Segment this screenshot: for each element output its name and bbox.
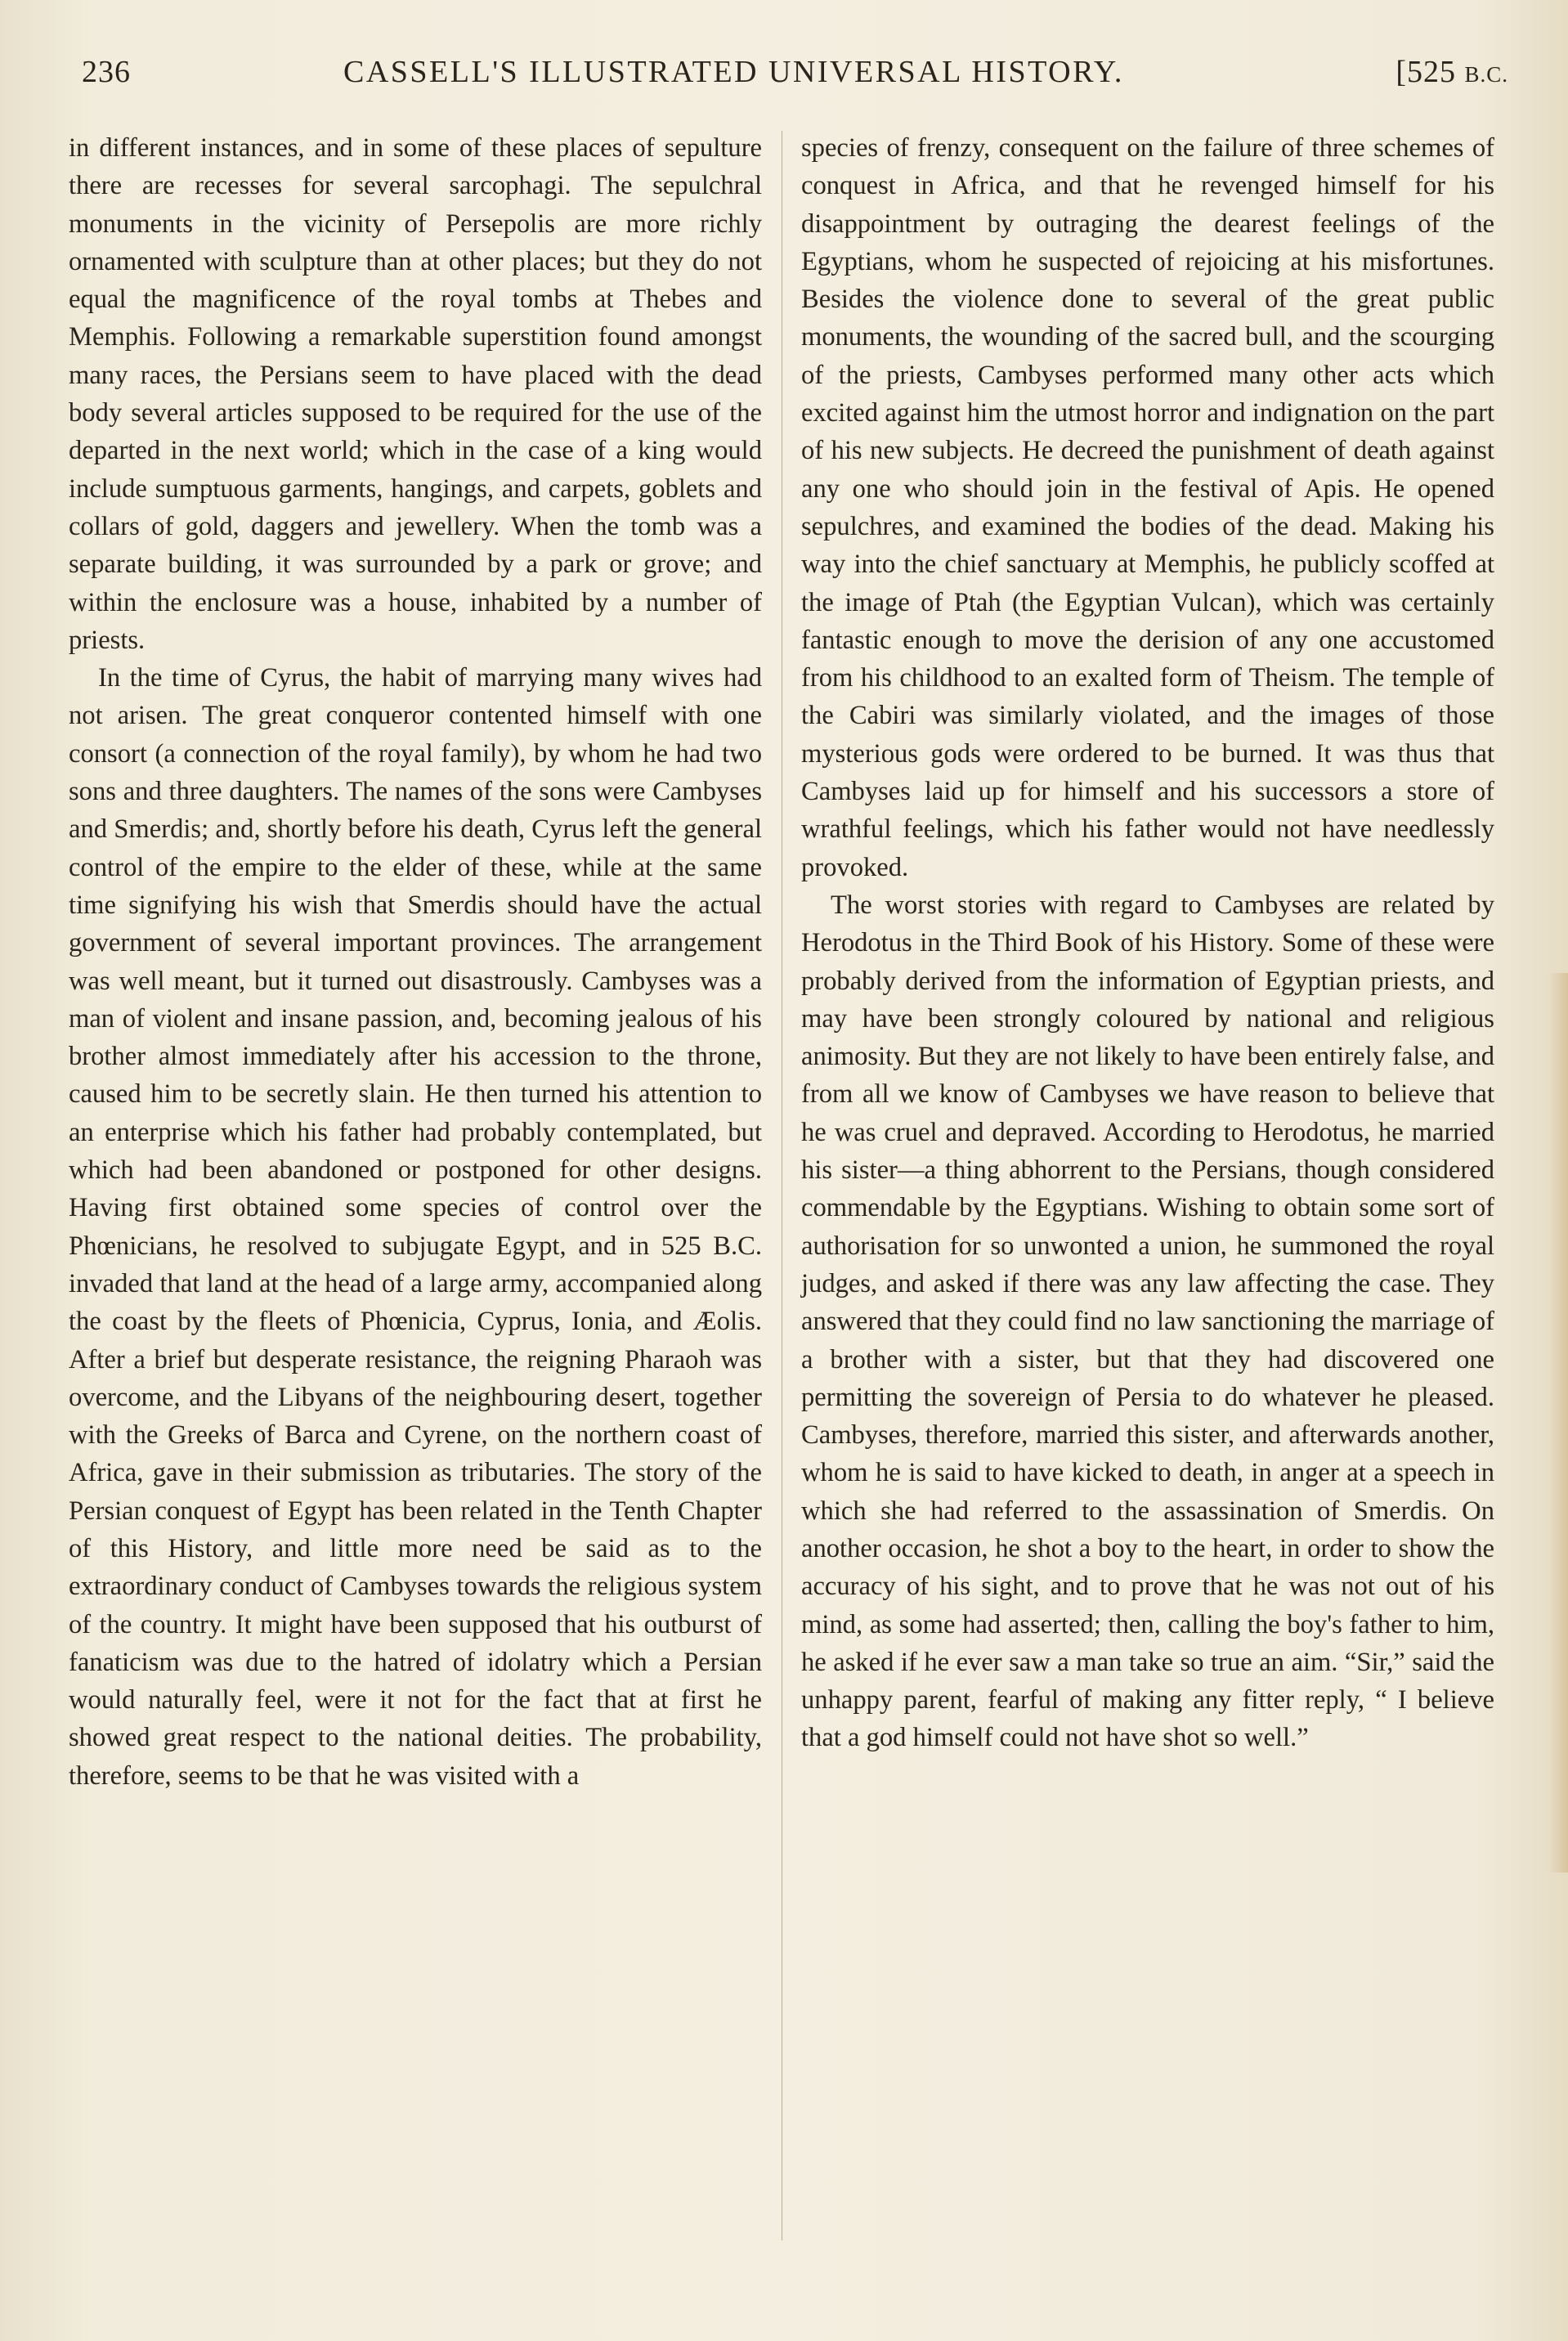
- right-column: [801, 129, 1494, 1757]
- date-marker-year: [525: [1396, 55, 1456, 89]
- left-paragraph-2: In the time of Cyrus, the habit of marrying many wives had not arisen. The great conqueror contented himself with one consort (a connection of the royal family), by whom he had two sons and three daughters. The names of the sons were Cambyses and Smerdis; and, shortly before his death, Cyrus left the general control of the empire to the elder of these, while at the same time signifying his wish that Smerdis should have the actual government of several important provinces. The arrangement was well meant, but it turned out disastrously. Cambyses was a man of violent and insane passion, and, becoming jealous of his brother almost immediately after his accession to the throne, caused him to be secretly slain. He then turned his attention to an enterprise which his father had probably contemplated, but which had been abandoned or postponed for other designs. Having first obtained some species of control over the Phœnicians, he resolved to subjugate Egypt, and in 525 B.C. invaded that land at the head of a large army, accompanied along the coast by the fleets of Phœnicia, Cyprus, Ionia, and Æolis. After a brief but desperate resistance, the reigning Pharaoh was overcome, and the Libyans of the neighbouring desert, together with the Greeks of Barca and Cyrene, on the northern coast of Africa, gave in their submission as tributaries. The story of the Persian conquest of Egypt has been related in the Tenth Chapter of this History, and little more need be said as to the extraordinary conduct of Cambyses towards the religious system of the country. It might have been supposed that his outburst of fanaticism was due to the hatred of idolatry which a Persian would naturally feel, were it not for the fact that at first he showed great respect to the national deities. The probability, therefore, seems to be that he was visited with a: [69, 663, 762, 1791]
- left-column: [69, 129, 762, 1795]
- running-title: CASSELL'S ILLUSTRATED UNIVERSAL HISTORY.: [343, 55, 1124, 89]
- page-edge-stain: [1548, 973, 1568, 1872]
- left-paragraph-1: in different instances, and in some of these places of sepulture there are recesses for several sarcophagi. The sepulchral monuments in the vicinity of Persepolis are more richly ornamented with sculpture than at other places; but they do not equal the magnificence of the royal tombs at Thebes and Memphis. Following a remarkable superstition found amongst many races, the Persians seem to have placed with the dead body several articles supposed to be required for the use of the departed in the next world; which in the case of a king would include sumptuous garments, hangings, and carpets, goblets and collars of gold, daggers and jewellery. When the tomb was a separate building, it was surrounded by a park or grove; and within the enclosure was a house, inhabited by a number of priests.: [69, 133, 762, 655]
- right-paragraph-2: The worst stories with regard to Cambyses are related by Herodotus in the Third Book of his History. Some of these were probably derived from the information of Egyptian priests, and may have been strongly coloured by national and religious animosity. But they are not likely to have been entirely false, and from all we know of Cambyses we have reason to believe that he was cruel and depraved. According to Herodotus, he married his sister—a thing abhorrent to the Persians, though considered commendable by the Egyptians. Wishing to obtain some sort of authorisation for so unwonted a union, he summoned the royal judges, and asked if there was any law affecting the case. They answered that they could find no law sanctioning the marriage of a brother with a sister, but that they had discovered one permitting the sovereign of Persia to do whatever he pleased. Cambyses, therefore, married this sister, and afterwards another, whom he is said to have kicked to death, in anger at a speech in which she had referred to the assassination of Smerdis. On another occasion, he shot a boy to the heart, in order to show the accuracy of his sight, and to prove that he was not out of his mind, as some had asserted; then, calling the boy's father to him, he asked if he ever saw a man take so true an aim. “Sir,” said the unhappy parent, fearful of making any fitter reply, “ I believe that a god himself could not have shot so well.”: [801, 890, 1494, 1753]
- right-paragraph-1: species of frenzy, consequent on the failure of three schemes of conquest in Africa, and that he revenged himself for his disappointment by outraging the dearest feelings of the Egyptians, whom he suspected of rejoicing at his misfortunes. Besides the violence done to several of the great public monuments, the wounding of the sacred bull, and the scourging of the priests, Cambyses performed many other acts which excited against him the utmost horror and indignation on the part of his new subjects. He decreed the punishment of death against any one who should join in the festival of Apis. He opened sepulchres, and examined the bodies of the dead. Making his way into the chief sanctuary at Memphis, he publicly scoffed at the image of Ptah (the Egyptian Vulcan), which was certainly fantastic enough to move the derision of any one accustomed from his childhood to an exalted form of Theism. The temple of the Cabiri was similarly violated, and the images of those mysterious gods were ordered to be burned. It was thus that Cambyses laid up for himself and his successors a store of wrathful feelings, which his father would not have needlessly provoked.: [801, 133, 1494, 882]
- date-marker: [1396, 54, 1508, 90]
- running-header: [82, 54, 1508, 103]
- date-marker-era: B.C.: [1464, 62, 1508, 87]
- page-number: 236: [82, 55, 131, 89]
